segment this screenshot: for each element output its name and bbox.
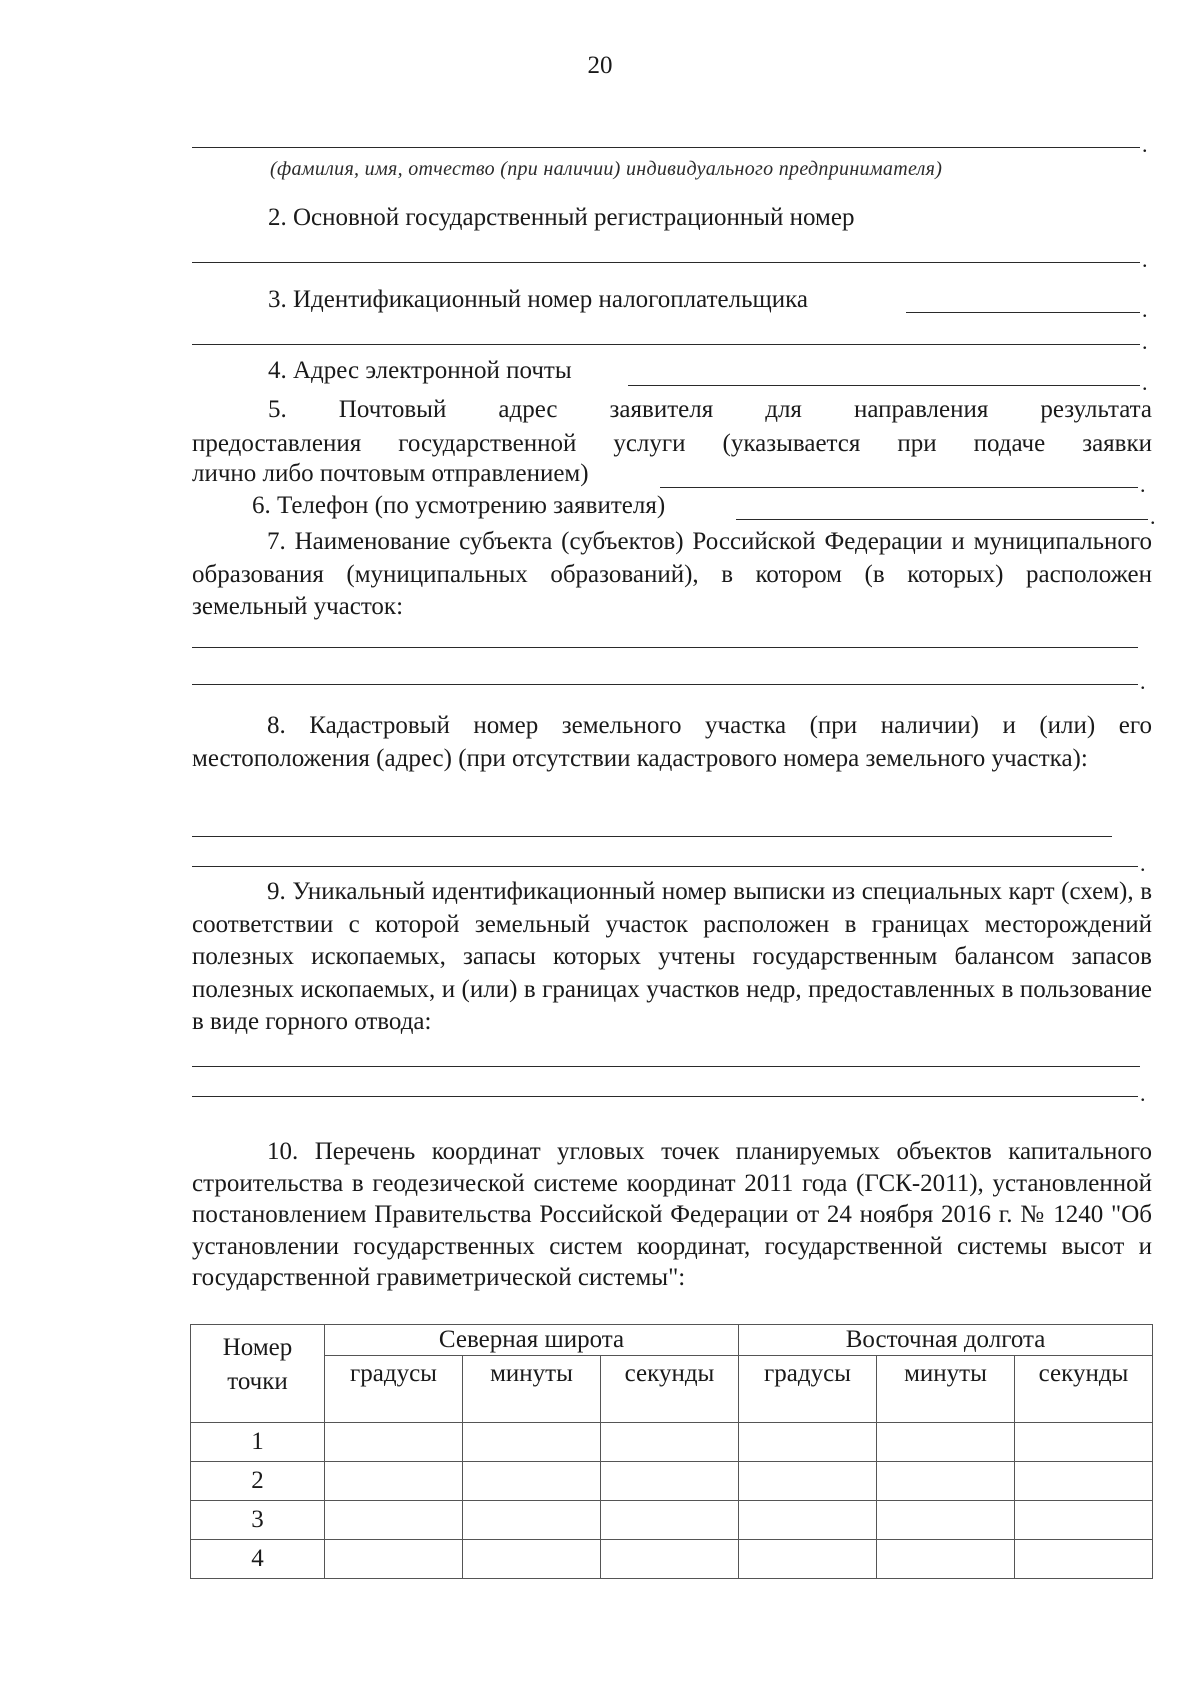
- table-cell[interactable]: [739, 1423, 877, 1462]
- applicant-name-caption: (фамилия, имя, отчество (при наличии) индивидуального предпринимателя): [270, 158, 943, 180]
- col-header-east-longitude: Восточная долгота: [739, 1325, 1153, 1356]
- coordinates-table: [190, 1324, 1153, 1579]
- table-cell[interactable]: [877, 1540, 1015, 1579]
- table-row: [191, 1462, 1153, 1501]
- table-cell[interactable]: [325, 1423, 463, 1462]
- line-end-dot: .: [1142, 297, 1148, 322]
- table-cell[interactable]: [877, 1423, 1015, 1462]
- line-end-dot: .: [1142, 247, 1148, 272]
- table-cell[interactable]: [1015, 1540, 1153, 1579]
- ogrn-line[interactable]: [192, 262, 1140, 263]
- table-cell[interactable]: [463, 1501, 601, 1540]
- table-cell[interactable]: [463, 1540, 601, 1579]
- line-end-dot: .: [1140, 472, 1146, 497]
- extract-line-1[interactable]: [192, 1066, 1140, 1067]
- item-6-phone-label: 6. Телефон (по усмотрению заявителя): [252, 492, 666, 519]
- table-cell[interactable]: [877, 1501, 1015, 1540]
- line-end-dot: .: [1140, 1081, 1146, 1106]
- line-end-dot: .: [1150, 504, 1156, 529]
- table-cell[interactable]: [1015, 1462, 1153, 1501]
- item-8-text: 8. Кадастровый номер земельного участка (при наличии) и (или) его местоположения (адрес) (при отсутствии кадастрового номера земельного участка):: [192, 712, 1152, 772]
- item-2-ogrn-label: 2. Основной государственный регистрационный номер: [268, 204, 855, 231]
- item-7-text: 7. Наименование субъекта (субъектов) Российской Федерации и муниципального образования (муниципальных образований), в котором (в которых) расположен земельный участок:: [192, 528, 1152, 620]
- line-end-dot: .: [1142, 329, 1148, 354]
- line-end-dot: .: [1140, 669, 1146, 694]
- table-cell[interactable]: [463, 1462, 601, 1501]
- table-cell[interactable]: [739, 1501, 877, 1540]
- phone-line[interactable]: [736, 519, 1148, 520]
- item-10-text: 10. Перечень координат угловых точек планируемых объектов капитального строительства в геодезической системе координат 2011 года (ГСК-2011), установленной постановлением Правительства Российской Федерации от 24 ноября 2016 г. № 1240 "Об установлении государственных систем координат, государственной системы высот и государственной гравиметрической системы":: [192, 1138, 1152, 1291]
- table-cell[interactable]: [601, 1540, 739, 1579]
- col-header-lon-seconds: секунды: [1015, 1356, 1153, 1423]
- item-4-email-label: 4. Адрес электронной почты: [268, 357, 572, 384]
- col-header-lat-seconds: секунды: [601, 1356, 739, 1423]
- inn-line-2[interactable]: [192, 344, 1140, 345]
- table-cell[interactable]: [325, 1540, 463, 1579]
- line-end-dot: .: [1142, 132, 1148, 157]
- table-cell[interactable]: [739, 1462, 877, 1501]
- table-cell[interactable]: [325, 1501, 463, 1540]
- inn-line[interactable]: [906, 312, 1140, 313]
- point-number-cell: 1: [191, 1423, 325, 1462]
- table-cell[interactable]: [739, 1540, 877, 1579]
- table-row: [191, 1501, 1153, 1540]
- region-line-1[interactable]: [192, 647, 1138, 648]
- table-row: [191, 1540, 1153, 1579]
- point-number-cell: 4: [191, 1540, 325, 1579]
- table-cell[interactable]: [601, 1423, 739, 1462]
- table-cell[interactable]: [325, 1462, 463, 1501]
- item-5-line-1: 5. Почтовый адрес заявителя для направления результата: [268, 396, 1152, 423]
- cadastral-line-1[interactable]: [192, 836, 1112, 837]
- cadastral-line-2[interactable]: [192, 866, 1138, 867]
- region-line-2[interactable]: [192, 684, 1138, 685]
- col-header-lat-degrees: градусы: [325, 1356, 463, 1423]
- table-cell[interactable]: [1015, 1423, 1153, 1462]
- postal-address-line[interactable]: [660, 487, 1138, 488]
- item-5-line-2: предоставления государственной услуги (указывается при подаче заявки: [192, 430, 1152, 457]
- table-cell[interactable]: [601, 1462, 739, 1501]
- table-cell[interactable]: [601, 1501, 739, 1540]
- page-number: 20: [587, 52, 613, 79]
- extract-line-2[interactable]: [192, 1096, 1138, 1097]
- line-end-dot: .: [1142, 370, 1148, 395]
- point-number-cell: 2: [191, 1462, 325, 1501]
- col-header-point-number: Номер точки: [191, 1325, 325, 1423]
- table-row: [191, 1423, 1153, 1462]
- table-cell[interactable]: [1015, 1501, 1153, 1540]
- applicant-name-line[interactable]: [192, 147, 1140, 148]
- item-3-inn-label: 3. Идентификационный номер налогоплательщика: [268, 286, 809, 313]
- table-cell[interactable]: [877, 1462, 1015, 1501]
- col-header-lat-minutes: минуты: [463, 1356, 601, 1423]
- col-header-lon-minutes: минуты: [877, 1356, 1015, 1423]
- point-number-cell: 3: [191, 1501, 325, 1540]
- col-header-lon-degrees: градусы: [739, 1356, 877, 1423]
- item-5-line-3: лично либо почтовым отправлением): [192, 460, 589, 487]
- table-cell[interactable]: [463, 1423, 601, 1462]
- item-9-text: 9. Уникальный идентификационный номер выписки из специальных карт (схем), в соответствии с которой земельный участок расположен в границах месторождений полезных ископаемых, запасы которых учтены государственным балансом запасов полезных ископаемых, и (или) в границах участков недр, предоставленных в пользование в виде горного отвода:: [192, 878, 1152, 1035]
- line-end-dot: .: [1140, 851, 1146, 876]
- col-header-north-latitude: Северная широта: [325, 1325, 739, 1356]
- email-line[interactable]: [628, 385, 1140, 386]
